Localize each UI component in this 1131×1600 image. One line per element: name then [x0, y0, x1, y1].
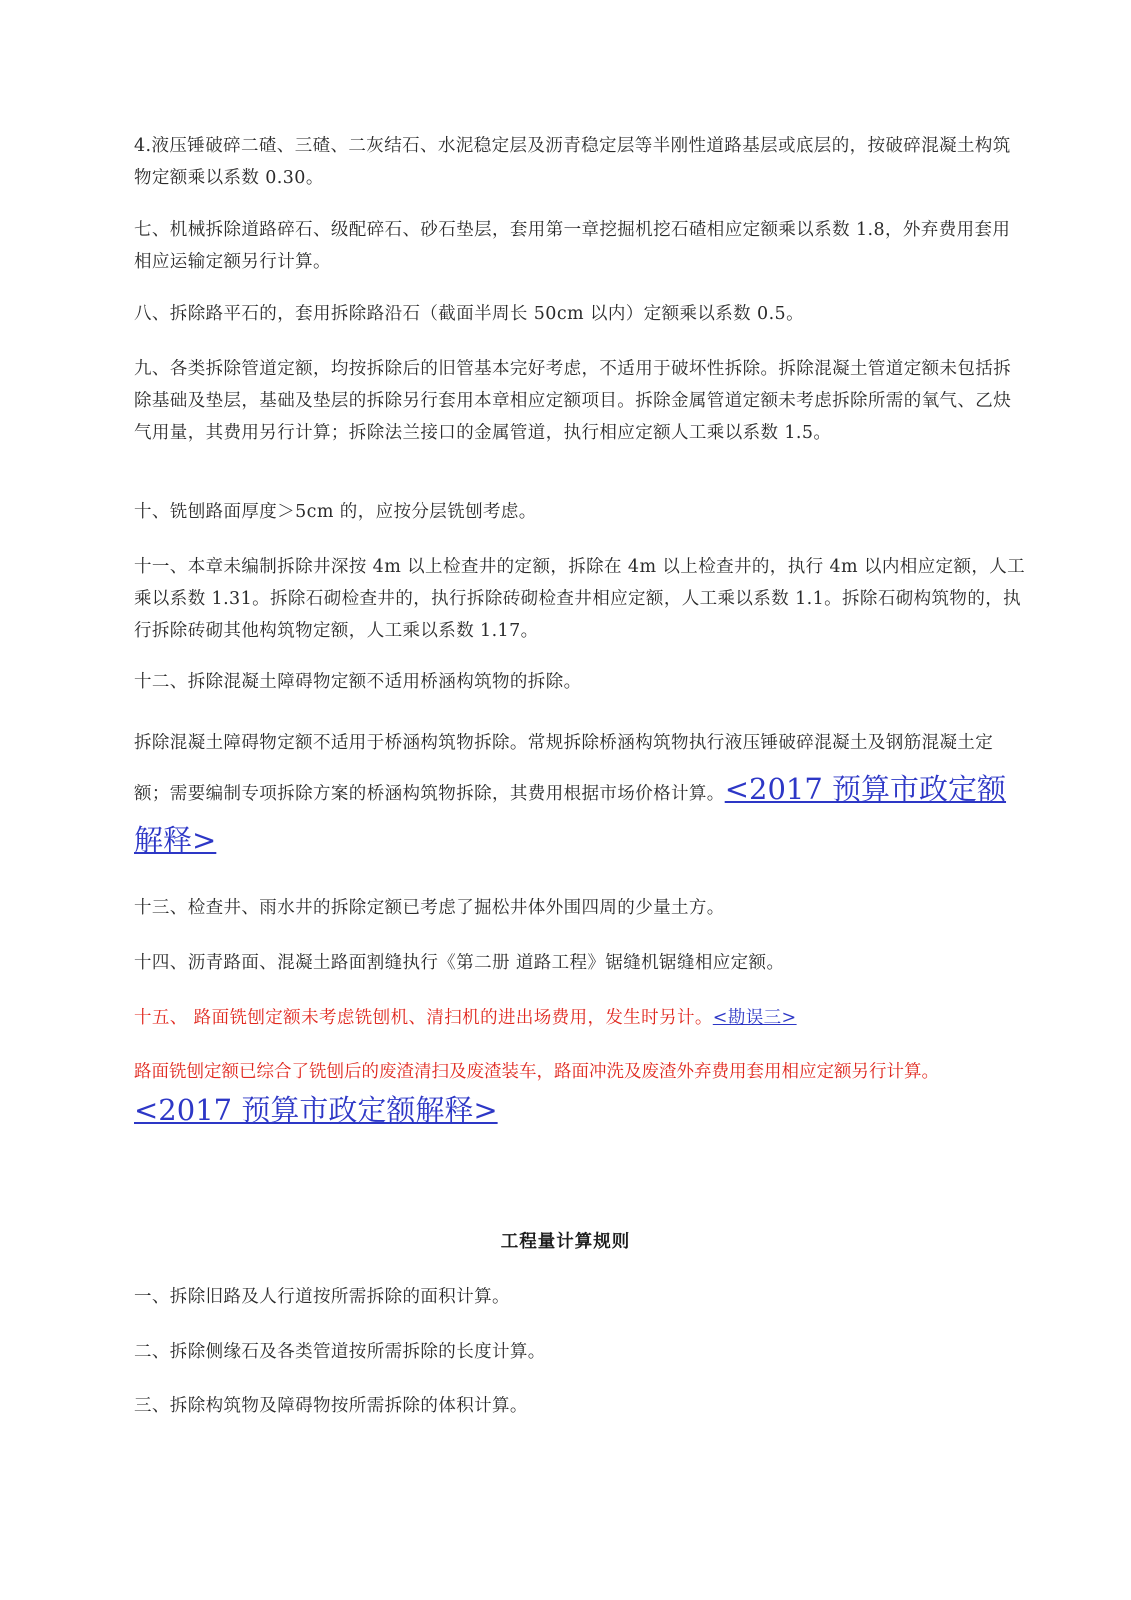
- rule-1-text: 一、拆除旧路及人行道按所需拆除的面积计算。: [134, 1287, 510, 1307]
- rule-2-text: 二、拆除侧缘石及各类管道按所需拆除的长度计算。: [134, 1342, 546, 1362]
- rule-2: [134, 1336, 1026, 1368]
- paragraph-8: [134, 298, 1026, 330]
- paragraph-12: [134, 666, 1026, 698]
- paragraph-13: [134, 892, 1026, 924]
- paragraph-7-text: 七、机械拆除道路碎石、级配碎石、砂石垫层，套用第一章挖掘机挖石碴相应定额乘以系数 1.8，外弃费用套用相应运输定额另行计算。: [134, 220, 1011, 272]
- paragraph-13-text: 十三、检查井、雨水井的拆除定额已考虑了掘松井体外围四周的少量土方。: [134, 898, 725, 918]
- paragraph-4: [134, 130, 1026, 194]
- paragraph-9: [134, 353, 1026, 449]
- paragraph-12-note: [134, 720, 1026, 868]
- paragraph-10: [134, 496, 1026, 528]
- rule-1: [134, 1281, 1026, 1313]
- paragraph-15-prefix: 十五、: [134, 1008, 188, 1028]
- paragraph-15-note-text: 路面铣刨定额已综合了铣刨后的废渣清扫及废渣装车，路面冲洗及废渣外弃费用套用相应定额另行计算。: [134, 1062, 939, 1082]
- paragraph-4-text: 4.液压锤破碎二碴、三碴、二灰结石、水泥稳定层及沥青稳定层等半刚性道路基层或底层的，按破碎混凝土构筑物定额乘以系数 0.30。: [134, 136, 1011, 188]
- erratum-link[interactable]: <勘误三>: [712, 1008, 797, 1028]
- budget-interpretation-link[interactable]: <2017 预算市政定额解释>: [134, 772, 1007, 857]
- paragraph-14-text: 十四、沥青路面、混凝土路面割缝执行《第二册 道路工程》锯缝机锯缝相应定额。: [134, 953, 785, 973]
- paragraph-11: [134, 551, 1026, 647]
- paragraph-10-text: 十、铣刨路面厚度＞5cm 的，应按分层铣刨考虑。: [134, 502, 537, 522]
- rules-title: 工程量计算规则: [500, 1232, 631, 1252]
- paragraph-7: [134, 214, 1026, 278]
- rule-3: [134, 1390, 1026, 1422]
- paragraph-12-note-text: 拆除混凝土障碍物定额不适用于桥涵构筑物拆除。常规拆除桥涵构筑物执行液压锤破碎混凝土及钢筋混凝土定额；需要编制专项拆除方案的桥涵构筑物拆除，其费用根据市场价格计算。: [134, 733, 994, 804]
- paragraph-11-text: 十一、本章未编制拆除井深按 4m 以上检查井的定额，拆除在 4m 以上检查井的，执行 4m 以内相应定额，人工乘以系数 1.31。拆除石砌检查井的，执行拆除砖砌检查井相应定额，人工乘以系数 1.1。拆除石砌构筑物的，执行拆除砖砌其他构筑物定额，人工乘以系数 1.17。: [134, 557, 1026, 641]
- paragraph-15-note: [134, 1056, 1034, 1088]
- paragraph-15-text: 路面铣刨定额未考虑铣刨机、清扫机的进出场费用，发生时另计。: [193, 1008, 713, 1028]
- paragraph-14: [134, 947, 1026, 979]
- budget-interpretation-link-2[interactable]: <2017 预算市政定额解释>: [134, 1093, 498, 1127]
- paragraph-15: [134, 1002, 1026, 1034]
- rule-3-text: 三、拆除构筑物及障碍物按所需拆除的体积计算。: [134, 1396, 528, 1416]
- paragraph-12-text: 十二、拆除混凝土障碍物定额不适用桥涵构筑物的拆除。: [134, 672, 582, 692]
- paragraph-15-link-line: [134, 1094, 1026, 1131]
- paragraph-9-text: 九、各类拆除管道定额，均按拆除后的旧管基本完好考虑，不适用于破坏性拆除。拆除混凝土管道定额未包括拆除基础及垫层，基础及垫层的拆除另行套用本章相应定额项目。拆除金属管道定额未考虑拆除所需的氧气、乙炔气用量，其费用另行计算；拆除法兰接口的金属管道，执行相应定额人工乘以系数 1.5。: [134, 359, 1012, 443]
- paragraph-8-text: 八、拆除路平石的，套用拆除路沿石（截面半周长 50cm 以内）定额乘以系数 0.5。: [134, 304, 804, 324]
